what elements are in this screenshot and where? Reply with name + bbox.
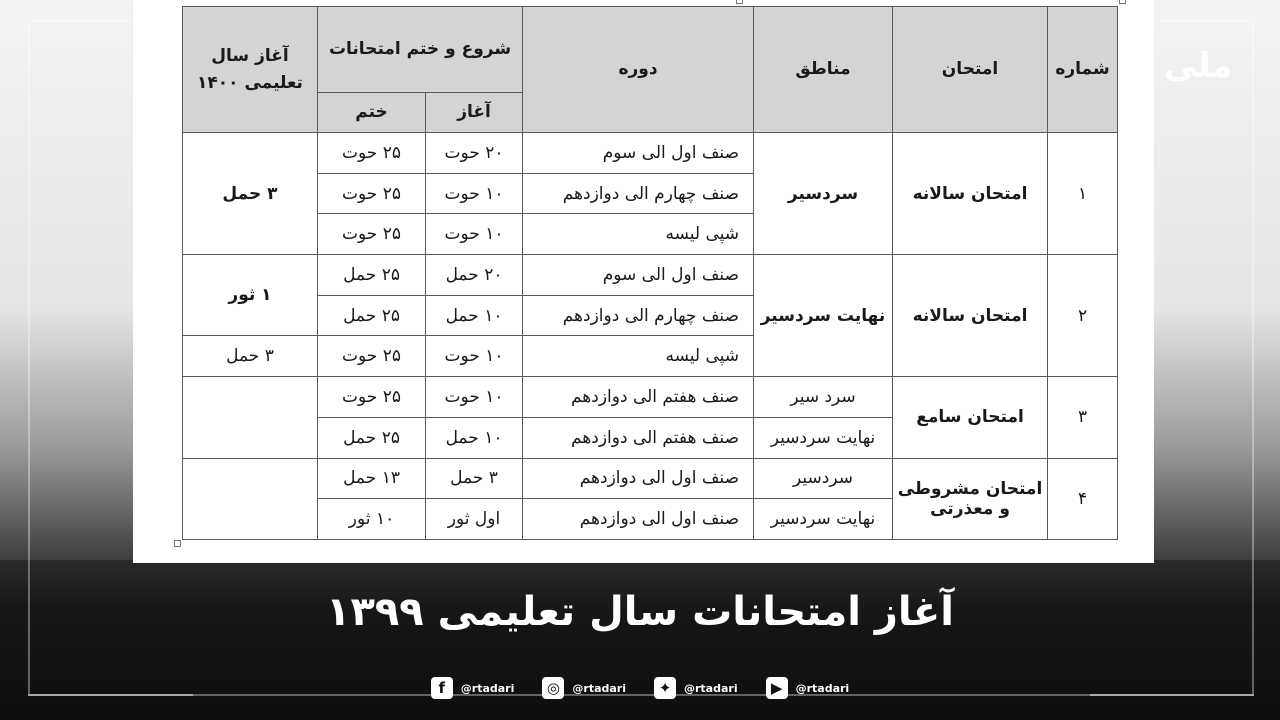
cell-end: ۲۵ حمل (318, 295, 426, 336)
cell-year-start: ۳ حمل (183, 336, 318, 377)
cell-year-start-empty (183, 377, 318, 458)
youtube-icon: ▶ (766, 677, 788, 699)
social-handle: @rtadari (572, 681, 626, 695)
social-handle: @rtadari (795, 681, 850, 695)
header-regions: مناطق (754, 7, 893, 133)
table-row (183, 458, 1118, 499)
header-number: شماره (1048, 7, 1118, 133)
cell-end: ۲۵ حوت (318, 377, 426, 418)
cell-end: ۲۵ حوت (318, 214, 426, 255)
cell-end: ۲۵ حوت (318, 173, 426, 214)
cell-start: اول ثور (426, 499, 523, 540)
exam-schedule-table (182, 6, 1118, 540)
cell-end: ۱۰ ثور (318, 499, 426, 540)
headline-title: آغاز امتحانات سال تعلیمی ۱۳۹۹ (326, 589, 954, 635)
cell-year-start-empty (183, 458, 318, 540)
cell-exam: امتحان سالانه (893, 255, 1048, 377)
resize-handle-top-right (1119, 0, 1126, 4)
social-handle: @rtadari (684, 681, 738, 695)
header-exam: امتحان (893, 7, 1048, 133)
cell-number: ۱ (1048, 133, 1118, 255)
cell-end: ۲۵ حوت (318, 336, 426, 377)
cell-period: صنف هفتم الی دوازدهم (523, 417, 754, 458)
cell-start: ۱۰ حمل (426, 295, 523, 336)
instagram-icon: ◎ (542, 677, 564, 699)
cell-end: ۱۳ حمل (318, 458, 426, 499)
cell-exam: امتحان مشروطی و معذرتی (893, 458, 1048, 540)
cell-start: ۱۰ حوت (426, 173, 523, 214)
header-school-year-start: آغاز سال تعلیمی ۱۴۰۰ (183, 7, 318, 133)
cell-period: صنف اول الی سوم (523, 255, 754, 296)
cell-period: شپی لیسه (523, 336, 754, 377)
cell-year-start: ۳ حمل (183, 133, 318, 255)
cell-start: ۱۰ حوت (426, 214, 523, 255)
cell-region: سردسیر (754, 133, 893, 255)
background-blur-left (0, 0, 133, 560)
social-link-twitter[interactable] (654, 677, 738, 699)
cell-region: سرد سیر (754, 377, 893, 418)
table-row (183, 133, 1118, 174)
cell-start: ۱۰ حمل (426, 417, 523, 458)
header-end: ختم (318, 93, 426, 133)
twitter-icon: ✦ (654, 677, 676, 699)
cell-end: ۲۵ حوت (318, 133, 426, 174)
cell-region: نهایت سردسیر (754, 417, 893, 458)
document-image (133, 0, 1154, 563)
cell-period: صنف اول الی دوازدهم (523, 499, 754, 540)
cell-start: ۱۰ حوت (426, 336, 523, 377)
cell-period: صنف چهارم الی دوازدهم (523, 173, 754, 214)
header-start: آغاز (426, 93, 523, 133)
cell-period: صنف هفتم الی دوازدهم (523, 377, 754, 418)
cell-exam: امتحان سالانه (893, 133, 1048, 255)
cell-period: شپی لیسه (523, 214, 754, 255)
cell-start: ۱۰ حوت (426, 377, 523, 418)
cell-exam: امتحان سامع (893, 377, 1048, 458)
cell-number: ۴ (1048, 458, 1118, 540)
cell-end: ۲۵ حمل (318, 417, 426, 458)
social-handle: @rtadari (460, 681, 515, 695)
social-link-instagram[interactable] (542, 677, 626, 699)
table-row (183, 255, 1118, 296)
cell-region: نهایت سردسیر (754, 255, 893, 377)
cell-year-start: ۱ ثور (183, 255, 318, 336)
cell-period: صنف چهارم الی دوازدهم (523, 295, 754, 336)
table-row (183, 377, 1118, 418)
cell-period: صنف اول الی دوازدهم (523, 458, 754, 499)
cell-start: ۳ حمل (426, 458, 523, 499)
cell-period: صنف اول الی سوم (523, 133, 754, 174)
cell-number: ۳ (1048, 377, 1118, 458)
cell-start: ۲۰ حوت (426, 133, 523, 174)
header-period: دوره (523, 7, 754, 133)
cell-region: نهایت سردسیر (754, 499, 893, 540)
cell-end: ۲۵ حمل (318, 255, 426, 296)
social-link-facebook[interactable] (431, 677, 515, 699)
cell-start: ۲۰ حمل (426, 255, 523, 296)
social-link-youtube[interactable] (766, 677, 850, 699)
resize-handle-bottom-left (174, 540, 181, 547)
header-start-end: شروع و ختم امتحانات (318, 7, 523, 93)
cell-region: سردسیر (754, 458, 893, 499)
facebook-icon: f (431, 677, 453, 699)
channel-logo: ملی (1163, 46, 1233, 86)
resize-handle-top (736, 0, 743, 4)
social-links-bar (0, 676, 1280, 700)
cell-number: ۲ (1048, 255, 1118, 377)
